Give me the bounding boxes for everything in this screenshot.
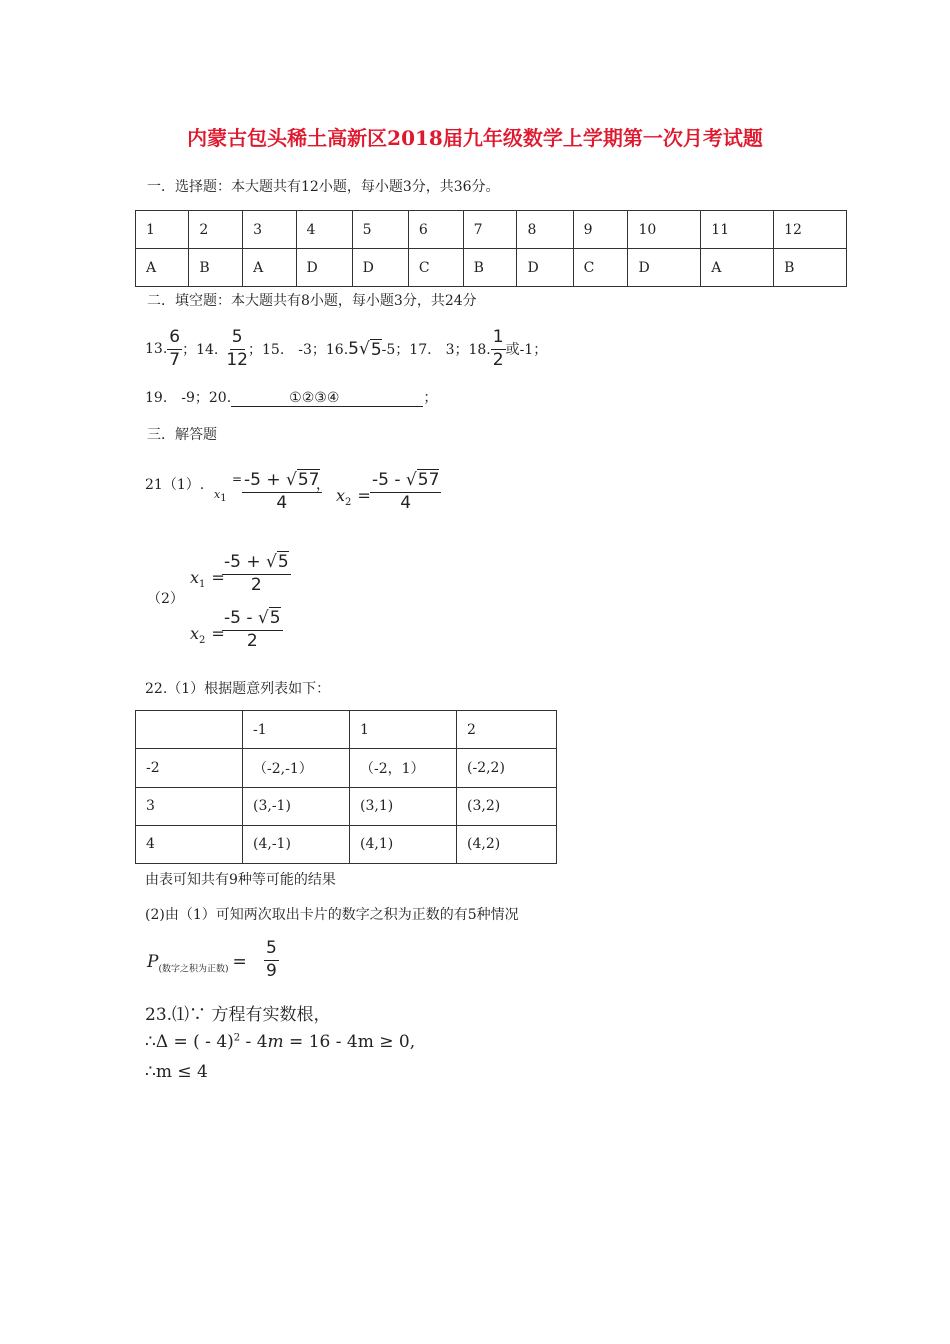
radical-icon: √	[257, 608, 269, 628]
equals-sign: =	[211, 568, 225, 587]
var-m: m	[267, 1032, 284, 1052]
answer-number: 2	[189, 211, 243, 249]
q22-header-cell: 2	[457, 711, 557, 749]
var-p: P	[147, 952, 159, 972]
answer-letter: B	[774, 249, 847, 287]
numerator-text: -5 +	[224, 552, 267, 572]
answer-table-numbers-row	[136, 211, 847, 249]
q22-table	[135, 710, 557, 864]
subscript: 2	[199, 635, 206, 647]
answer-letter: A	[136, 249, 189, 287]
answer-letter: B	[189, 249, 243, 287]
answer-table-answers-row	[136, 249, 847, 287]
q22-p-numerator: 5	[264, 939, 279, 961]
fill-answers-line2	[145, 387, 437, 407]
table-row	[136, 787, 557, 825]
page-title: 内蒙古包头稀土高新区2018届九年级数学上学期第一次月考试题	[187, 126, 763, 150]
q14-label: ；14.	[182, 342, 219, 358]
q22-cell: (4,-1)	[243, 825, 350, 863]
answer-letter: B	[463, 249, 517, 287]
table-row	[136, 749, 557, 787]
q22-header-cell: -1	[243, 711, 350, 749]
q21b-x1-numerator	[222, 553, 291, 575]
q21b-x1-fraction	[222, 553, 291, 595]
answer-number: 3	[243, 211, 296, 249]
subscript: 1	[199, 579, 206, 591]
answer-number: 10	[628, 211, 701, 249]
q14-denominator: 12	[226, 349, 248, 370]
radical-icon: √	[405, 470, 417, 490]
q21a-x2-var	[336, 486, 371, 508]
q13-fraction	[167, 328, 182, 370]
answer-letter: A	[701, 249, 774, 287]
numerator-text: -5 -	[372, 470, 406, 490]
q20-end: ；	[423, 390, 438, 406]
section1-heading: 一．选择题：本大题共有12小题，每小题3分，共36分。	[147, 179, 500, 195]
q22-probability-label	[147, 952, 247, 974]
q22-header-cell: 1	[350, 711, 457, 749]
q21a-comma: ，	[316, 477, 330, 493]
q22-cell: (3,1)	[350, 787, 457, 825]
q21a-x1-fraction	[242, 471, 322, 513]
equals-sign: =	[211, 624, 225, 643]
q19-q20-text: 19. -9；20.	[145, 390, 232, 406]
answer-number: 9	[573, 211, 628, 249]
answer-number: 4	[296, 211, 352, 249]
q23-line3: ∴m ≤ 4	[145, 1062, 208, 1082]
q18-denominator: 2	[492, 349, 504, 370]
table-row	[136, 825, 557, 863]
superscript: 2	[233, 1032, 241, 1044]
answer-letter: D	[628, 249, 701, 287]
q13-denominator: 7	[169, 349, 181, 370]
q23-line2-part-a: ∴Δ = ( - 4)	[145, 1032, 234, 1052]
q22-cell: 4	[136, 825, 243, 863]
answer-letter: C	[573, 249, 628, 287]
q21b-x2-fraction	[222, 609, 283, 651]
q22-cell: (4,1)	[350, 825, 457, 863]
q21a-x1-numerator	[242, 471, 322, 493]
subscript: 2	[345, 497, 352, 509]
answer-letter: D	[296, 249, 352, 287]
q16-radicand: 5	[370, 339, 382, 360]
q21a-x1-var	[214, 488, 227, 504]
q21-part2-label: （2）	[147, 591, 184, 607]
q21b-x2-denominator: 2	[246, 630, 258, 651]
radical-icon: √	[359, 339, 370, 359]
q22-cell: （-2，1）	[350, 749, 457, 787]
q22-cell: 3	[136, 787, 243, 825]
q21b-x2-var	[190, 624, 225, 646]
q22-result: 由表可知共有9种等可能的结果	[145, 872, 336, 888]
q22-cell: (3,-1)	[243, 787, 350, 825]
q21b-x2-numerator	[222, 609, 283, 631]
q22-probability-fraction	[264, 939, 279, 981]
radicand: 5	[277, 552, 289, 572]
q20-blank-after	[339, 390, 423, 407]
fill-answers-line1	[145, 324, 547, 374]
q22-heading: 22.（1）根据题意列表如下：	[145, 681, 331, 697]
q22-cell: (-2,2)	[457, 749, 557, 787]
q14-fraction	[226, 328, 248, 370]
probability-subscript: (数字之积为正数)	[158, 964, 229, 975]
radical-icon: √	[286, 470, 297, 490]
answer-number: 11	[701, 211, 774, 249]
q22-p-denominator: 9	[266, 960, 277, 981]
q23-line1: 23.⑴∵ 方程有实数根，	[145, 1005, 331, 1025]
numerator-text: -5 -	[224, 608, 258, 628]
q21a-x2-denominator: 4	[400, 492, 412, 513]
q22-cell: (4,2)	[457, 825, 557, 863]
radicand: 5	[269, 608, 281, 628]
answer-table	[135, 210, 847, 287]
answer-number: 8	[517, 211, 573, 249]
answer-letter: C	[408, 249, 463, 287]
q21a-x1-eq: =	[232, 472, 243, 486]
q23-line2-part-b: - 4	[240, 1032, 268, 1052]
q22-table-header	[136, 711, 557, 749]
radical-icon: √	[266, 552, 277, 572]
q15-q16-text: ；15. -3；16.	[248, 342, 349, 358]
q23-line2	[145, 1032, 415, 1052]
q20-blank-before	[231, 390, 289, 407]
var-x: x	[190, 624, 200, 643]
answer-number: 6	[408, 211, 463, 249]
radicand: 57	[417, 470, 440, 490]
q21a-x2-fraction	[370, 471, 441, 513]
q22-cell: （-2,-1）	[243, 749, 350, 787]
var-x: x	[336, 486, 346, 505]
q18-tail: 或-1；	[505, 342, 548, 358]
q21a-x2-numerator	[370, 471, 441, 493]
answer-number: 12	[774, 211, 847, 249]
q13-label: 13.	[145, 341, 168, 357]
q14-numerator: 5	[230, 328, 245, 350]
q21b-x1-denominator: 2	[250, 574, 262, 595]
answer-number: 5	[352, 211, 408, 249]
answer-number: 1	[136, 211, 189, 249]
q18-fraction	[491, 328, 506, 370]
q20-answer: ①②③④	[289, 390, 340, 406]
equals-sign: =	[357, 486, 371, 505]
answer-letter: D	[352, 249, 408, 287]
answer-letter: A	[243, 249, 296, 287]
q18-numerator: 1	[491, 328, 506, 350]
var-x: x	[214, 488, 221, 501]
section2-heading: 二．填空题：本大题共有8小题，每小题3分，共24分	[147, 293, 477, 309]
q21b-x1-var	[190, 568, 225, 590]
q21a-x1-denominator: 4	[276, 492, 288, 513]
q22-part2: (2)由（1）可知两次取出卡片的数字之积为正数的有5种情况	[145, 907, 519, 923]
var-x: x	[190, 568, 200, 587]
q22-cell: -2	[136, 749, 243, 787]
q21-label: 21（1）.	[145, 477, 205, 493]
q16-coefficient: 5	[348, 339, 359, 359]
numerator-text: -5 +	[244, 470, 287, 490]
radicand: 57	[297, 470, 320, 490]
equals-sign: =	[232, 952, 247, 972]
q22-cell: (3,2)	[457, 787, 557, 825]
subscript: 1	[220, 493, 227, 505]
q13-numerator: 6	[167, 328, 182, 350]
q23-line2-part-c: = 16 - 4m ≥ 0,	[283, 1032, 416, 1052]
section3-heading: 三．解答题	[147, 427, 217, 443]
answer-letter: D	[517, 249, 573, 287]
q16-q18-text: -5；17. 3；18.	[381, 342, 491, 358]
answer-number: 7	[463, 211, 517, 249]
q22-header-cell	[136, 711, 243, 749]
